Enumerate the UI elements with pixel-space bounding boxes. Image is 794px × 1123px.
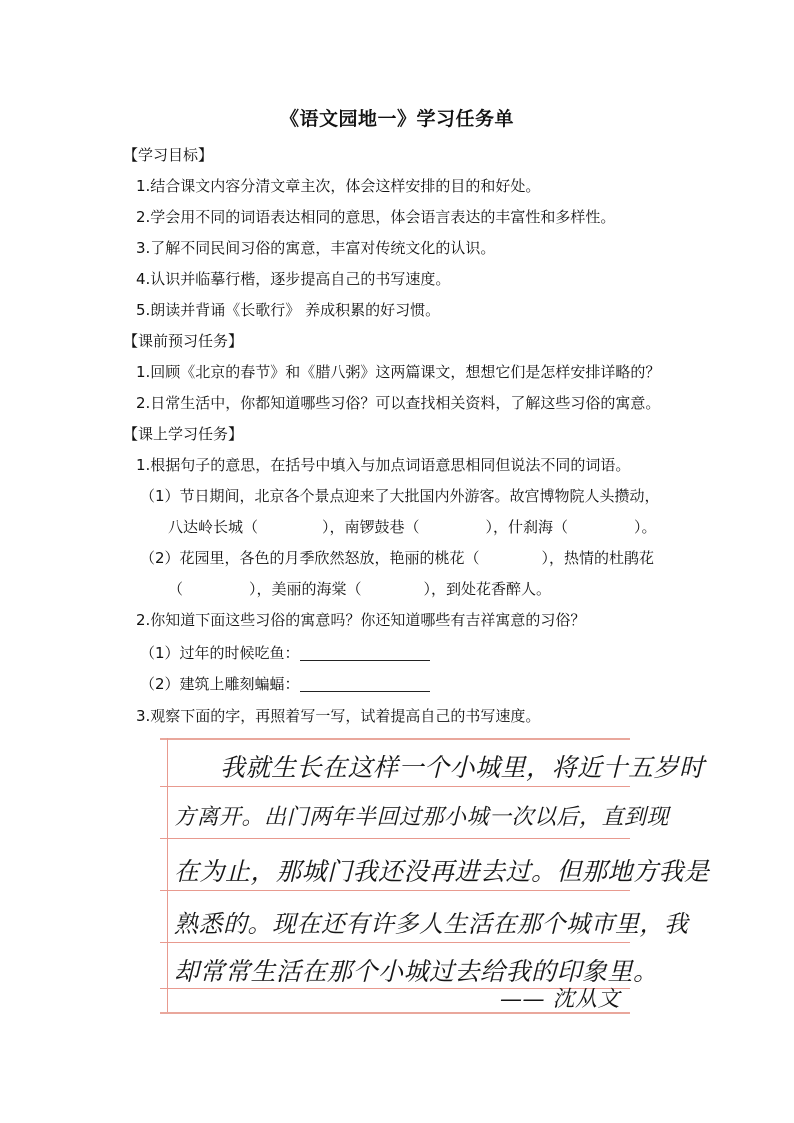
text: （2）建筑上雕刻蝙蝠： — [140, 675, 300, 693]
text: ），热情的杜鹃花 — [541, 549, 655, 567]
rule-line — [160, 786, 630, 787]
question-2-1 — [140, 643, 430, 663]
text: ）。 — [634, 518, 657, 536]
section-heading-preview: 【课前预习任务】 — [123, 332, 244, 350]
calligraphy-line: 却常常生活在那个小城过去给我的印象里。 — [174, 957, 659, 986]
text: （2）花园里，各色的月季欣然怒放，艳丽的桃花（ — [140, 549, 480, 567]
preview-item: 2.日常生活中，你都知道哪些习俗？可以查找相关资料，了解这些习俗的寓意。 — [136, 394, 661, 412]
calligraphy-line: 我就生长在这样一个小城里，将近十五岁时 — [220, 753, 705, 782]
text: ），南锣鼓巷（ — [322, 518, 420, 536]
question-1: 1.根据句子的意思，在括号中填入与加点词语意思相同但说法不同的词语。 — [136, 456, 631, 474]
question-2: 2.你知道下面这些习俗的寓意吗？你还知道哪些有吉祥寓意的习俗？ — [136, 611, 586, 629]
calligraphy-line: 方离开。出门两年半回过那小城一次以后，直到现 — [174, 805, 670, 830]
goal-item: 2.学会用不同的词语表达相同的意思，体会语言表达的丰富性和多样性。 — [136, 208, 616, 226]
calligraphy-author: —— 沈从文 — [500, 987, 620, 1012]
goal-item: 4.认识并临摹行楷，逐步提高自己的书写速度。 — [136, 270, 451, 288]
margin-line — [167, 738, 168, 1014]
answer-underline[interactable] — [300, 675, 430, 692]
calligraphy-line: 熟悉的。现在还有许多人生活在那个城市里，我 — [174, 910, 689, 938]
goal-item: 3.了解不同民间习俗的寓意，丰富对传统文化的认识。 — [136, 239, 496, 257]
rule-line — [160, 890, 630, 891]
rule-line — [160, 838, 630, 839]
goal-item: 5.朗读并背诵《长歌行》 养成积累的好习惯。 — [136, 301, 441, 319]
text: ），什刹海（ — [485, 518, 569, 536]
calligraphy-sample — [160, 738, 710, 1014]
text: ），到处花香醉人。 — [423, 580, 552, 598]
calligraphy-line: 在为止，那城门我还没再进去过。但那地方我是 — [174, 857, 710, 886]
text: （ — [168, 580, 184, 598]
section-heading-inclass: 【课上学习任务】 — [123, 425, 244, 443]
page-title: 《语文园地一》学习任务单 — [279, 108, 514, 130]
question-2-2 — [140, 674, 430, 694]
rule-line — [160, 942, 630, 943]
question-1-2-line-a — [140, 548, 654, 568]
section-heading-goals: 【学习目标】 — [123, 146, 214, 164]
text: （1）过年的时候吃鱼： — [140, 644, 300, 662]
question-1-1-line-b — [168, 517, 657, 537]
text: ），美丽的海棠（ — [249, 580, 362, 598]
question-1-1-line-a: （1）节日期间，北京各个景点迎来了大批国内外游客。故宫博物院人头攒动， — [140, 487, 660, 505]
preview-item: 1.回顾《北京的春节》和《腊八粥》这两篇课文，想想它们是怎样安排详略的？ — [136, 363, 661, 381]
question-3: 3.观察下面的字，再照着写一写，试着提高自己的书写速度。 — [136, 707, 541, 725]
answer-underline[interactable] — [300, 644, 430, 661]
goal-item: 1.结合课文内容分清文章主次，体会这样安排的目的和好处。 — [136, 177, 541, 195]
question-1-2-line-b — [168, 579, 551, 599]
text: 八达岭长城（ — [168, 518, 259, 536]
rule-line — [160, 738, 630, 740]
